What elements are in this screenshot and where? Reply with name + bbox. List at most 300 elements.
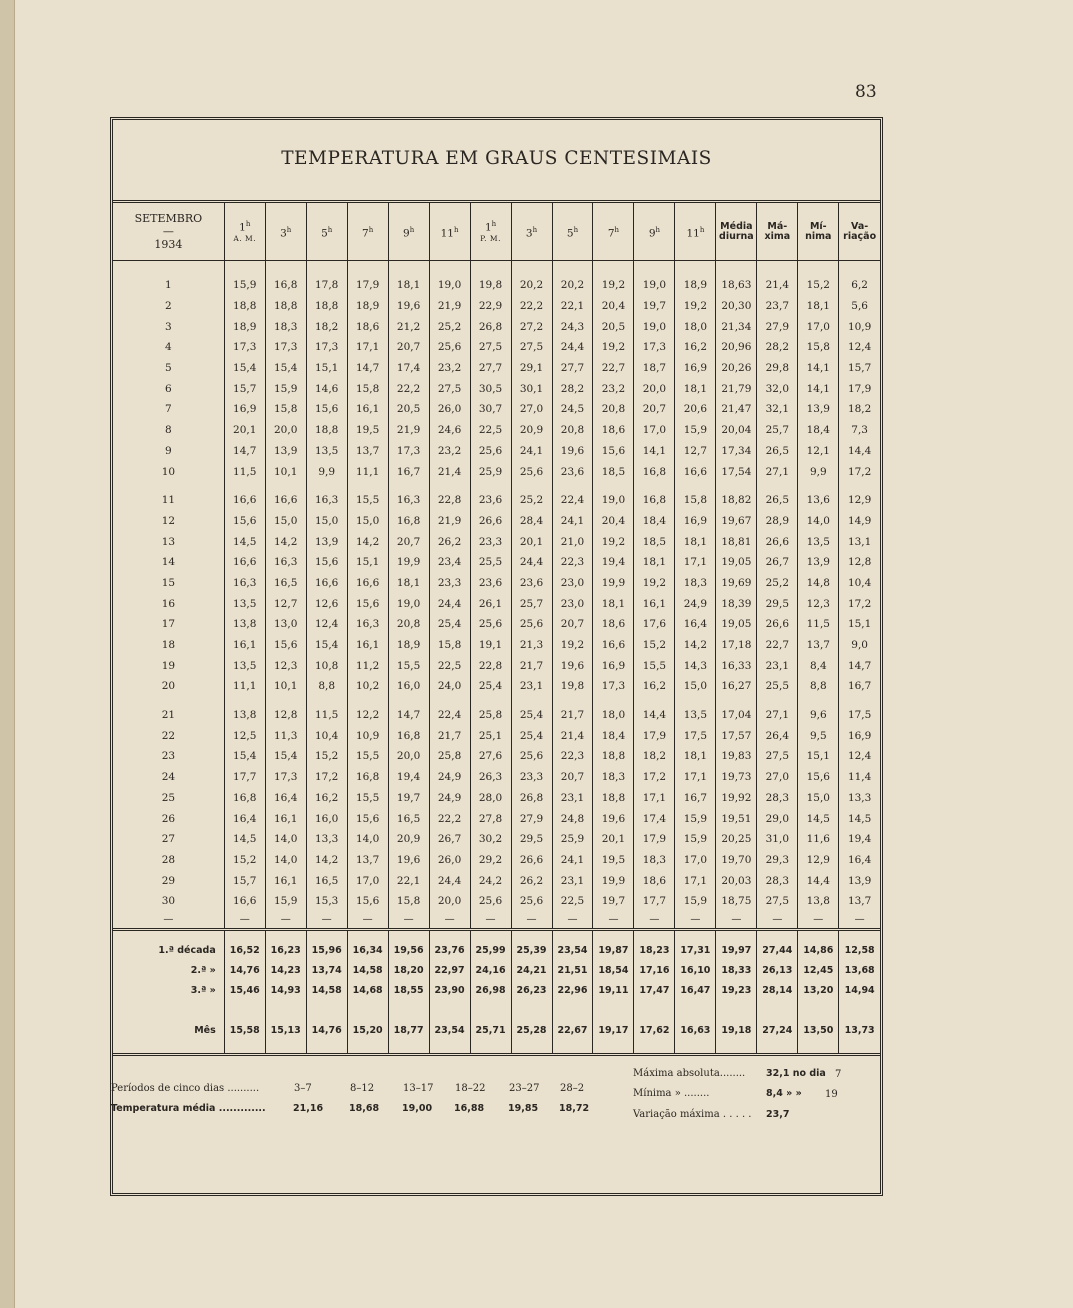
value-cell: 19,5 <box>593 850 634 871</box>
spacer-cell <box>716 929 757 941</box>
value-cell: 20,9 <box>511 420 552 441</box>
table-row <box>113 399 880 420</box>
spacer-cell <box>388 1001 429 1021</box>
table-frame <box>110 117 883 1196</box>
value-cell: 18,9 <box>675 275 716 296</box>
value-cell: 12,4 <box>839 746 880 767</box>
spacer-cell <box>552 1001 593 1021</box>
day-cell: 3 <box>165 320 172 333</box>
value-cell: 23,6 <box>511 573 552 594</box>
spacer-cell <box>839 482 880 490</box>
summary-value: 25,28 <box>511 1021 552 1041</box>
summary-value: 13,50 <box>798 1021 839 1041</box>
value-cell: 15,6 <box>265 635 306 656</box>
summary-value: 19,11 <box>593 981 634 1001</box>
spacer-cell <box>798 1001 839 1021</box>
hour-header <box>675 203 716 261</box>
spacer-cell <box>470 482 511 490</box>
value-cell: 19,92 <box>716 788 757 809</box>
temp-media-value: 19,00 <box>402 1102 433 1114</box>
day-cell: 21 <box>161 709 176 722</box>
summary-value: 12,58 <box>839 941 880 961</box>
spacer-cell <box>388 929 429 941</box>
value-cell: 18,0 <box>675 316 716 337</box>
summary-value: 19,87 <box>593 941 634 961</box>
day-cell: 4 <box>165 341 172 354</box>
value-cell: 14,9 <box>839 511 880 532</box>
summary-value: 26,13 <box>757 961 798 981</box>
value-cell: 13,9 <box>839 870 880 891</box>
value-cell: 16,8 <box>634 461 675 482</box>
value-cell: 15,9 <box>675 420 716 441</box>
min-day: 19 <box>825 1088 838 1100</box>
value-cell: 25,7 <box>511 593 552 614</box>
value-cell: 21,7 <box>511 655 552 676</box>
hour-number: 7 <box>362 227 369 240</box>
summary-value: 18,54 <box>593 961 634 981</box>
spacer-cell <box>224 1001 265 1021</box>
spacer-cell <box>757 697 798 705</box>
day-cell: 28 <box>161 853 176 866</box>
value-cell: 21,2 <box>388 316 429 337</box>
spacer-cell <box>757 929 798 941</box>
value-cell: 12,9 <box>798 850 839 871</box>
spacer-cell <box>593 1001 634 1021</box>
spacer-cell <box>511 1041 552 1055</box>
value-cell: 16,1 <box>265 808 306 829</box>
maxima-header-line1: Má- <box>767 220 788 232</box>
dash-cell: — <box>470 912 511 930</box>
summary-value: 14,58 <box>306 981 347 1001</box>
spacer-cell <box>470 261 511 276</box>
value-cell: 13,9 <box>798 399 839 420</box>
value-cell: 13,7 <box>347 441 388 462</box>
value-cell: 17,18 <box>716 635 757 656</box>
value-cell: 11,4 <box>839 767 880 788</box>
value-cell: 24,9 <box>675 593 716 614</box>
value-cell: 12,2 <box>347 705 388 726</box>
summary-value: 25,99 <box>470 941 511 961</box>
value-cell: 22,8 <box>429 490 470 511</box>
value-cell: 22,1 <box>388 870 429 891</box>
value-cell: 16,1 <box>265 870 306 891</box>
spacer-cell <box>347 261 388 276</box>
value-cell: 17,1 <box>675 552 716 573</box>
value-cell: 13,8 <box>798 891 839 912</box>
value-cell: 20,8 <box>593 399 634 420</box>
value-cell: 26,7 <box>429 829 470 850</box>
value-cell: 19,9 <box>388 552 429 573</box>
value-cell: 13,9 <box>306 531 347 552</box>
value-cell: 16,3 <box>224 573 265 594</box>
value-cell: 5,6 <box>839 296 880 317</box>
value-cell: 19,4 <box>593 552 634 573</box>
hour-label: 9$^h$ <box>403 225 415 240</box>
period-value: 23–27 <box>509 1082 540 1094</box>
value-cell: 27,5 <box>429 378 470 399</box>
value-cell: 11,5 <box>306 705 347 726</box>
value-cell: 17,3 <box>634 337 675 358</box>
hour-number: 7 <box>607 227 615 240</box>
dash-cell: — <box>224 912 265 930</box>
value-cell: 24,1 <box>552 850 593 871</box>
hour-header <box>552 203 593 261</box>
summary-value: 15,13 <box>265 1021 306 1041</box>
value-cell: 14,5 <box>839 808 880 829</box>
table-body <box>113 261 880 1055</box>
dash-cell: — <box>347 912 388 930</box>
hour-label: 7$^h$ <box>362 225 374 240</box>
variacao-header-line2: riação <box>843 230 877 242</box>
value-cell: 18,4 <box>798 420 839 441</box>
value-cell: 13,8 <box>224 705 265 726</box>
dash-cell: — <box>593 912 634 930</box>
spacer-cell <box>224 697 265 705</box>
value-cell: 12,6 <box>306 593 347 614</box>
value-cell: 22,8 <box>470 655 511 676</box>
hour-header <box>429 203 470 261</box>
value-cell: 13,6 <box>798 490 839 511</box>
value-cell: 19,0 <box>388 593 429 614</box>
spacer-cell <box>634 1001 675 1021</box>
value-cell: 20,2 <box>552 275 593 296</box>
value-cell: 27,0 <box>757 767 798 788</box>
spacer-cell <box>306 1001 347 1021</box>
value-cell: 16,8 <box>388 725 429 746</box>
day-cell: 30 <box>161 895 176 908</box>
day-cell: 23 <box>161 750 176 763</box>
value-cell: 21,79 <box>716 378 757 399</box>
value-cell: 30,2 <box>470 829 511 850</box>
summary-value: 13,73 <box>839 1021 880 1041</box>
value-cell: 19,05 <box>716 614 757 635</box>
value-cell: 27,9 <box>757 316 798 337</box>
value-cell: 27,5 <box>757 891 798 912</box>
value-cell: 14,7 <box>347 358 388 379</box>
day-cell: 12 <box>161 514 176 527</box>
value-cell: 26,2 <box>511 870 552 891</box>
value-cell: 14,1 <box>798 378 839 399</box>
value-cell: 15,6 <box>306 552 347 573</box>
value-cell: 12,3 <box>798 593 839 614</box>
value-cell: 16,8 <box>224 788 265 809</box>
spacer-cell <box>675 261 716 276</box>
value-cell: 15,0 <box>675 676 716 697</box>
value-cell: 15,7 <box>839 358 880 379</box>
value-cell: 13,3 <box>839 788 880 809</box>
value-cell: 19,8 <box>470 275 511 296</box>
value-cell: 18,8 <box>224 296 265 317</box>
maxima-header-line2: xima <box>764 230 791 242</box>
value-cell: 19,0 <box>634 275 675 296</box>
spacer-cell <box>113 929 224 941</box>
spacer-cell <box>552 929 593 941</box>
page-number: 83 <box>855 82 877 102</box>
table-row <box>113 531 880 552</box>
spacer-row <box>113 929 880 941</box>
value-cell: 23,3 <box>511 767 552 788</box>
variacao-header <box>839 203 880 261</box>
spacer-cell <box>757 1041 798 1055</box>
value-cell: 17,34 <box>716 441 757 462</box>
value-cell: 9,9 <box>306 461 347 482</box>
min-label: Mínima » ........ <box>633 1087 710 1099</box>
value-cell: 23,0 <box>552 593 593 614</box>
day-cell: 25 <box>161 791 176 804</box>
hour-label: 1$^h$ <box>239 219 251 234</box>
value-cell: 18,1 <box>675 746 716 767</box>
value-cell: 18,8 <box>265 296 306 317</box>
value-cell: 19,2 <box>675 296 716 317</box>
table-row <box>113 358 880 379</box>
summary-label: Mês <box>194 1025 216 1037</box>
value-cell: 18,3 <box>593 767 634 788</box>
value-cell: 20,1 <box>224 420 265 441</box>
value-cell: 13,0 <box>265 614 306 635</box>
value-cell: 18,5 <box>634 531 675 552</box>
spacer-cell <box>347 482 388 490</box>
value-cell: 16,9 <box>593 655 634 676</box>
table-title: TEMPERATURA EM GRAUS CENTESIMAIS <box>281 147 712 169</box>
summary-value: 18,33 <box>716 961 757 981</box>
value-cell: 17,8 <box>306 275 347 296</box>
value-cell: 15,3 <box>306 891 347 912</box>
temp-media-label: Temperatura média ............. <box>111 1102 266 1114</box>
value-cell: 19,67 <box>716 511 757 532</box>
value-cell: 20,5 <box>593 316 634 337</box>
value-cell: 15,0 <box>798 788 839 809</box>
value-cell: 18,9 <box>224 316 265 337</box>
value-cell: 11,5 <box>224 461 265 482</box>
day-cell: 24 <box>161 771 176 784</box>
spacer-cell <box>675 482 716 490</box>
value-cell: 20,7 <box>634 399 675 420</box>
spacer-cell <box>265 929 306 941</box>
day-cell: 2 <box>165 300 172 313</box>
value-cell: 18,1 <box>634 552 675 573</box>
value-cell: 16,4 <box>265 788 306 809</box>
value-cell: 15,5 <box>388 655 429 676</box>
period-value: 8–12 <box>350 1082 375 1094</box>
summary-value: 17,16 <box>634 961 675 981</box>
dash-cell: — <box>634 912 675 930</box>
value-cell: 15,7 <box>224 870 265 891</box>
spacer-cell <box>593 929 634 941</box>
value-cell: 20,03 <box>716 870 757 891</box>
spacer-cell <box>634 1041 675 1055</box>
spacer-cell <box>347 929 388 941</box>
hour-label: 11$^h$ <box>440 225 459 240</box>
value-cell: 13,9 <box>798 552 839 573</box>
value-cell: 20,1 <box>593 829 634 850</box>
dash-cell: — <box>265 912 306 930</box>
hour-number: 1 <box>484 221 492 234</box>
value-cell: 16,5 <box>265 573 306 594</box>
value-cell: 19,2 <box>552 635 593 656</box>
value-cell: 17,5 <box>839 705 880 726</box>
table-row <box>113 705 880 726</box>
dash-cell: — <box>716 912 757 930</box>
value-cell: 23,1 <box>552 870 593 891</box>
value-cell: 15,9 <box>224 275 265 296</box>
table-row <box>113 511 880 532</box>
value-cell: 18,2 <box>839 399 880 420</box>
min-value: 8,4 » » <box>766 1087 802 1099</box>
value-cell: 24,4 <box>429 870 470 891</box>
value-cell: 19,1 <box>470 635 511 656</box>
summary-value: 24,21 <box>511 961 552 981</box>
table-row <box>113 614 880 635</box>
value-cell: 19,83 <box>716 746 757 767</box>
value-cell: 22,5 <box>552 891 593 912</box>
value-cell: 16,4 <box>675 614 716 635</box>
table-row <box>113 316 880 337</box>
value-cell: 20,0 <box>265 420 306 441</box>
value-cell: 12,3 <box>265 655 306 676</box>
summary-value: 19,23 <box>716 981 757 1001</box>
value-cell: 14,0 <box>798 511 839 532</box>
dash-cell: — <box>511 912 552 930</box>
table-row <box>113 593 880 614</box>
value-cell: 22,7 <box>757 635 798 656</box>
value-cell: 20,96 <box>716 337 757 358</box>
value-cell: 19,51 <box>716 808 757 829</box>
value-cell: 21,7 <box>552 705 593 726</box>
table-row <box>113 552 880 573</box>
summary-value: 14,68 <box>347 981 388 1001</box>
value-cell: 10,4 <box>839 573 880 594</box>
spacer-cell <box>593 482 634 490</box>
value-cell: 16,6 <box>306 573 347 594</box>
value-cell: 17,0 <box>634 420 675 441</box>
value-cell: 23,4 <box>429 552 470 573</box>
value-cell: 14,7 <box>839 655 880 676</box>
value-cell: 18,1 <box>593 593 634 614</box>
value-cell: 25,4 <box>511 725 552 746</box>
summary-value: 18,20 <box>388 961 429 981</box>
hour-period: A. M. <box>233 234 257 244</box>
value-cell: 21,4 <box>429 461 470 482</box>
value-cell: 11,3 <box>265 725 306 746</box>
value-cell: 13,7 <box>839 891 880 912</box>
value-cell: 19,73 <box>716 767 757 788</box>
value-cell: 18,3 <box>634 850 675 871</box>
value-cell: 15,6 <box>306 399 347 420</box>
value-cell: 24,0 <box>429 676 470 697</box>
value-cell: 28,2 <box>757 337 798 358</box>
dash-cell: — <box>552 912 593 930</box>
spacer-cell <box>839 1001 880 1021</box>
value-cell: 16,1 <box>347 635 388 656</box>
value-cell: 21,7 <box>429 725 470 746</box>
minima-header <box>798 203 839 261</box>
month-dash: — <box>162 225 174 238</box>
value-cell: 27,5 <box>511 337 552 358</box>
value-cell: 22,2 <box>429 808 470 829</box>
summary-value: 26,23 <box>511 981 552 1001</box>
dash-cell: — <box>163 914 174 926</box>
value-cell: 25,6 <box>511 614 552 635</box>
periods-label: Períodos de cinco dias .......... <box>111 1082 260 1094</box>
table-row <box>113 378 880 399</box>
var-value: 23,7 <box>766 1108 790 1120</box>
value-cell: 10,1 <box>265 676 306 697</box>
value-cell: 23,6 <box>552 461 593 482</box>
value-cell: 25,9 <box>470 461 511 482</box>
value-cell: 27,8 <box>470 808 511 829</box>
summary-value: 14,94 <box>839 981 880 1001</box>
value-cell: 11,2 <box>347 655 388 676</box>
value-cell: 23,2 <box>593 378 634 399</box>
value-cell: 15,1 <box>798 746 839 767</box>
value-cell: 16,33 <box>716 655 757 676</box>
spacer-cell <box>113 261 224 276</box>
hour-label: 3$^h$ <box>525 225 538 240</box>
value-cell: 17,1 <box>675 870 716 891</box>
max-abs-day: 7 <box>835 1068 842 1080</box>
value-cell: 20,4 <box>593 511 634 532</box>
summary-value: 27,44 <box>757 941 798 961</box>
summary-value: 14,93 <box>265 981 306 1001</box>
summary-value: 15,20 <box>347 1021 388 1041</box>
value-cell: 22,3 <box>552 746 593 767</box>
value-cell: 17,3 <box>306 337 347 358</box>
value-cell: 32,0 <box>757 378 798 399</box>
spacer-cell <box>224 482 265 490</box>
spacer-cell <box>470 1001 511 1021</box>
value-cell: 21,34 <box>716 316 757 337</box>
summary-value: 14,86 <box>798 941 839 961</box>
value-cell: 16,2 <box>675 337 716 358</box>
value-cell: 19,8 <box>552 676 593 697</box>
spacer-cell <box>675 697 716 705</box>
value-cell: 16,2 <box>306 788 347 809</box>
value-cell: 15,4 <box>224 358 265 379</box>
value-cell: 23,6 <box>470 490 511 511</box>
spacer-cell <box>675 929 716 941</box>
value-cell: 16,8 <box>388 511 429 532</box>
value-cell: 18,1 <box>675 378 716 399</box>
value-cell: 17,04 <box>716 705 757 726</box>
summary-value: 19,18 <box>716 1021 757 1041</box>
value-cell: 16,5 <box>306 870 347 891</box>
value-cell: 19,6 <box>552 441 593 462</box>
value-cell: 25,4 <box>429 614 470 635</box>
table-row <box>113 655 880 676</box>
summary-value: 28,14 <box>757 981 798 1001</box>
value-cell: 18,6 <box>347 316 388 337</box>
value-cell: 18,2 <box>306 316 347 337</box>
media-header-line2: diurna <box>719 230 754 242</box>
value-cell: 16,6 <box>224 490 265 511</box>
value-cell: 20,9 <box>388 829 429 850</box>
value-cell: 18,9 <box>388 635 429 656</box>
value-cell: 28,0 <box>470 788 511 809</box>
value-cell: 15,2 <box>224 850 265 871</box>
value-cell: 19,2 <box>593 337 634 358</box>
value-cell: 9,9 <box>798 461 839 482</box>
value-cell: 24,6 <box>429 420 470 441</box>
value-cell: 17,9 <box>347 275 388 296</box>
value-cell: 16,1 <box>347 399 388 420</box>
spacer-cell <box>716 261 757 276</box>
value-cell: 27,2 <box>511 316 552 337</box>
value-cell: 23,1 <box>552 788 593 809</box>
day-cell: 11 <box>161 494 176 507</box>
dash-row <box>113 912 880 930</box>
spacer-cell <box>798 1041 839 1055</box>
spacer-row <box>113 1001 880 1021</box>
